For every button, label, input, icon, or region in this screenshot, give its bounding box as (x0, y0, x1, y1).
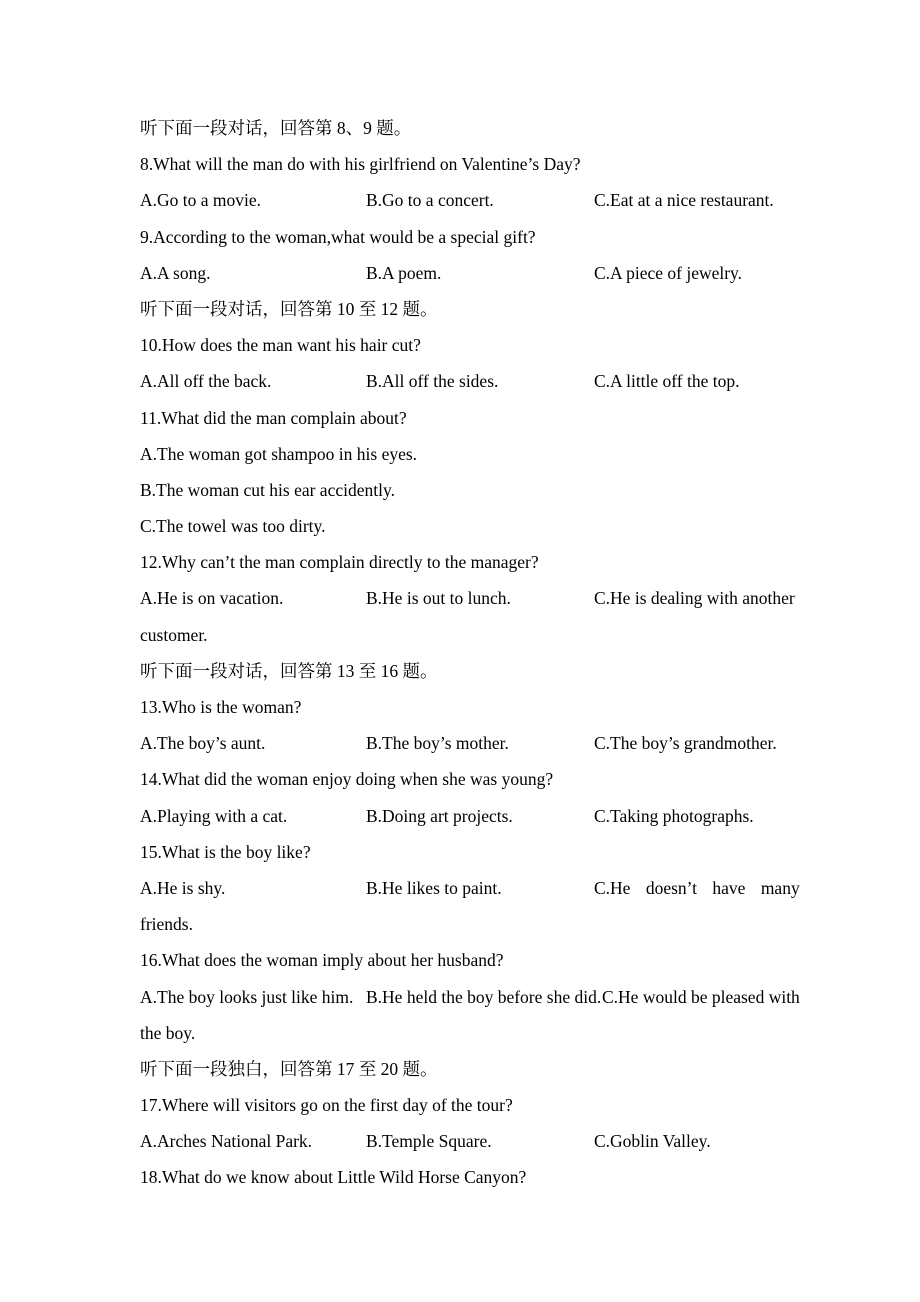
section-header: 听下面一段对话，回答第 13 至 16 题。 (140, 660, 438, 681)
option-b: B.A poem. (366, 262, 442, 283)
option-a: A.A song. (140, 262, 211, 283)
options-row (140, 798, 800, 834)
option-b: B.Temple Square. (366, 1131, 492, 1152)
question-text: 18.What do we know about Little Wild Horse Canyon? (140, 1167, 527, 1188)
section-header: 听下面一段对话，回答第 8、9 题。 (140, 118, 412, 138)
question-text: 10.How does the man want his hair cut? (140, 335, 421, 356)
section-header: 听下面一段对话，回答第 10 至 12 题。 (140, 298, 438, 319)
section-header: 听下面一段独白，回答第 17 至 20 题。 (140, 1058, 438, 1079)
option-line: A.The woman got shampoo in his eyes. (140, 443, 418, 464)
option-c: C.A little off the top. (594, 371, 740, 392)
option-a: A.The boy’s aunt. (140, 733, 266, 754)
option-b: B.All off the sides. (366, 371, 499, 392)
option-line: C.The towel was too dirty. (140, 516, 326, 537)
question-text: 9.According to the woman,what would be a special gift? (140, 226, 536, 247)
question-text: 8.What will the man do with his girlfriend on Valentine’s Day? (140, 154, 581, 175)
option-c: C.Goblin Valley. (594, 1131, 711, 1152)
question-text: 11.What did the man complain about? (140, 407, 407, 428)
options-row (140, 182, 800, 218)
question-text: 12.Why can’t the man complain directly to the manager? (140, 552, 539, 573)
question-text: 13.Who is the woman? (140, 697, 302, 717)
options-row (140, 870, 800, 906)
options-row (140, 725, 800, 761)
question-text: 17.Where will visitors go on the first day of the tour? (140, 1095, 513, 1116)
option-b: B.He is out to lunch. (366, 588, 511, 609)
options-row (140, 255, 800, 291)
option-c: C.He doesn’t have many (594, 877, 800, 898)
option-c: C.He would be pleased with (602, 986, 800, 1007)
document-body (140, 110, 800, 1196)
options-row (140, 580, 800, 616)
option-a: A.All off the back. (140, 371, 272, 392)
option-a: A.He is shy. (140, 877, 226, 898)
options-row (140, 1123, 800, 1159)
option-b: B.He likes to paint. (366, 877, 502, 898)
continuation-line: customer. (140, 624, 208, 645)
continuation-line: the boy. (140, 1022, 196, 1043)
question-text: 15.What is the boy like? (140, 841, 311, 862)
continuation-line: friends. (140, 914, 193, 935)
option-a: A.Playing with a cat. (140, 805, 288, 826)
option-c: C.He is dealing with another (594, 588, 795, 609)
option-b: B.The boy’s mother. (366, 733, 509, 754)
option-a: A.Go to a movie. (140, 190, 262, 211)
option-c: C.The boy’s grandmother. (594, 733, 777, 754)
option-c: C.Taking photographs. (594, 805, 754, 826)
option-c: C.A piece of jewelry. (594, 262, 743, 283)
option-line: B.The woman cut his ear accidently. (140, 479, 395, 500)
option-a: A.The boy looks just like him. (140, 986, 354, 1007)
option-a: A.He is on vacation. (140, 588, 284, 609)
option-b: B.He held the boy before she did. (366, 986, 602, 1007)
question-text: 14.What did the woman enjoy doing when she was young? (140, 769, 554, 790)
question-text: 16.What does the woman imply about her husband? (140, 950, 504, 971)
option-b: B.Doing art projects. (366, 805, 513, 826)
option-b: B.Go to a concert. (366, 190, 494, 211)
options-row (140, 979, 800, 1015)
options-row (140, 363, 800, 399)
option-c: C.Eat at a nice restaurant. (594, 190, 774, 211)
option-a: A.Arches National Park. (140, 1131, 313, 1152)
